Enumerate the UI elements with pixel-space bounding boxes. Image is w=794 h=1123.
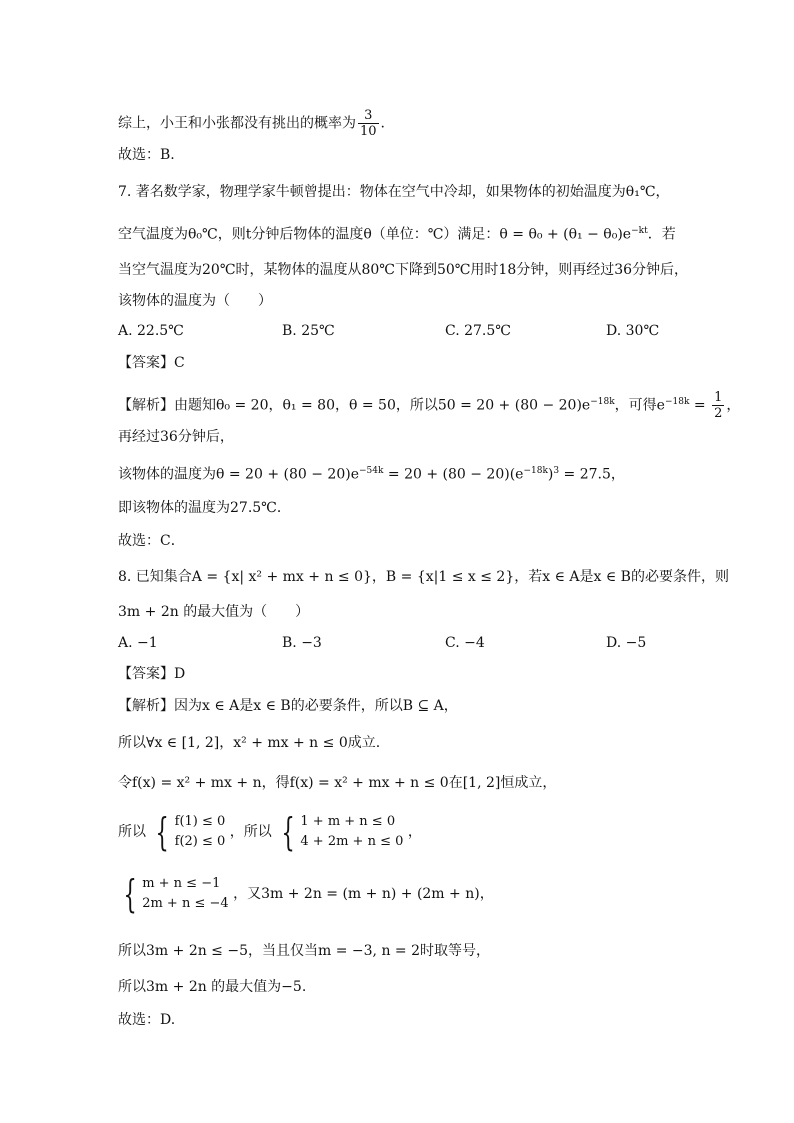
- q7-solution-2: 再经过36分钟后，: [118, 429, 234, 445]
- system-row: f(1) ≤ 0: [174, 814, 226, 829]
- q7-sol3-exp2: −18k: [523, 466, 548, 476]
- q7-sol-text: 【解析】由题知θ₀ = 20，θ₁ = 80，θ = 50，所以50 = 20 + (80 − 20)e: [118, 397, 591, 414]
- q8-solution-1: 【解析】因为x ∈ A是x ∈ B的必要条件，所以B ⊆ A，: [118, 698, 458, 714]
- q7-sol-mid: ，可得e: [614, 397, 665, 414]
- fraction-numerator: 1: [714, 390, 723, 405]
- summary-line: [118, 108, 385, 139]
- inequality-system-3: [118, 874, 229, 914]
- q8-option-b: B. −3: [282, 635, 322, 651]
- system-rows: [142, 874, 228, 914]
- system-rows: [300, 812, 403, 852]
- q7-option-d: D. 30℃: [606, 323, 660, 339]
- brace-icon: {: [281, 810, 295, 854]
- q7-stem-4: 该物体的温度为（ ）: [118, 293, 272, 309]
- fraction-denominator: 2: [714, 406, 723, 421]
- system-row: 4 + 2m + n ≤ 0: [300, 834, 404, 849]
- q7-option-b: B. 25℃: [282, 323, 335, 339]
- inequality-system-2: [276, 812, 403, 852]
- q7-sol3-end: = 27.5，: [559, 466, 625, 483]
- q8-solution-3: 令f(x) = x² + mx + n，得f(x) = x² + mx + n ≤ 0在[1, 2]恒成立，: [118, 775, 557, 791]
- q8-solution-7: 所以3m + 2n 的最大值为−5.: [118, 979, 307, 995]
- system-row: 1 + m + n ≤ 0: [300, 814, 396, 829]
- q7-exponent: −kt: [631, 226, 648, 236]
- q8-solution-8: 故选：D.: [118, 1012, 176, 1028]
- q7-sol3-mid: = 20 + (80 − 20)(e: [383, 466, 524, 483]
- q7-solution-3: [118, 462, 625, 484]
- fraction-3-10: [358, 108, 379, 139]
- inequality-system-1: [150, 812, 225, 852]
- q8-option-d: D. −5: [606, 635, 647, 651]
- q8-solution-4: [118, 812, 422, 852]
- q7-sol-end: ，: [726, 397, 741, 414]
- brace-icon: {: [123, 872, 137, 916]
- q7-sol3-cube: 3: [553, 466, 560, 476]
- q8-sol4-pre: 所以: [118, 824, 146, 840]
- q8-answer: 【答案】D: [118, 666, 186, 682]
- q7-sol-eq: =: [689, 397, 711, 414]
- q8-option-a: A. −1: [118, 635, 158, 651]
- summary-period: .: [380, 115, 385, 132]
- q7-sol-exp2: −18k: [664, 396, 690, 407]
- q7-sol3-paren: ): [547, 466, 554, 483]
- choice-b-line: 故选：B.: [118, 147, 175, 163]
- q7-stem-1: 7. 著名数学家，物理学家牛顿曾提出：物体在空气中冷却，如果物体的初始温度为θ₁℃，: [118, 184, 670, 200]
- q8-sol4-end: ，: [407, 824, 422, 840]
- q8-sol4-mid: ，所以: [229, 824, 272, 840]
- q8-stem-1: 8. 已知集合A = {x| x² + mx + n ≤ 0}，B = {x|1 ≤ x ≤ 2}，若x ∈ A是x ∈ B的必要条件，则: [118, 569, 729, 585]
- system-rows: [175, 812, 226, 852]
- q7-solution-4: 即该物体的温度为27.5℃．: [118, 500, 291, 516]
- q7-solution-1: [118, 390, 740, 421]
- q8-stem-2: 3m + 2n 的最大值为（ ）: [118, 604, 310, 620]
- q7-stem-2: [118, 222, 676, 244]
- brace-icon: {: [155, 810, 170, 854]
- q8-solution-2: 所以∀x ∈ [1, 2]，x² + mx + n ≤ 0成立.: [118, 735, 381, 751]
- q7-sol3-pre: 该物体的温度为θ = 20 + (80 − 20)e: [118, 466, 359, 483]
- q7-stem-2-end: ．若: [647, 226, 676, 243]
- q7-stem-3: 当空气温度为20℃时，某物体的温度从80℃下降到50℃用时18分钟，则再经过36分钟后，: [118, 262, 689, 278]
- q7-sol3-exp: −54k: [358, 466, 384, 476]
- system-row: 2m + n ≤ −4: [142, 896, 229, 911]
- system-row: f(2) ≤ 0: [174, 834, 226, 849]
- fraction-denominator: 10: [360, 124, 377, 139]
- q8-solution-6: 所以3m + 2n ≤ −5，当且仅当m = −3, n = 2时取等号，: [118, 943, 491, 959]
- q8-option-c: C. −4: [445, 635, 485, 651]
- q7-sol-exp: −18k: [590, 396, 615, 407]
- system-row: m + n ≤ −1: [142, 876, 221, 891]
- q7-solution-5: 故选：C．: [118, 533, 185, 549]
- q7-option-c: C. 27.5℃: [445, 323, 511, 339]
- q8-solution-5: [118, 874, 494, 914]
- q7-stem-2-text: 空气温度为θ₀℃，则t分钟后物体的温度θ（单位：℃）满足：θ = θ₀ + (θ₁ − θ₀)e: [118, 226, 632, 243]
- fraction-numerator: 3: [358, 108, 379, 124]
- fraction-1-2: [712, 390, 724, 421]
- summary-text: 综上，小王和小张都没有挑出的概率为: [118, 115, 356, 132]
- q7-option-a: A. 22.5℃: [118, 323, 184, 339]
- q8-sol5-end: ，又3m + 2n = (m + n) + (2m + n)，: [233, 886, 494, 902]
- q7-answer: 【答案】C: [118, 355, 185, 371]
